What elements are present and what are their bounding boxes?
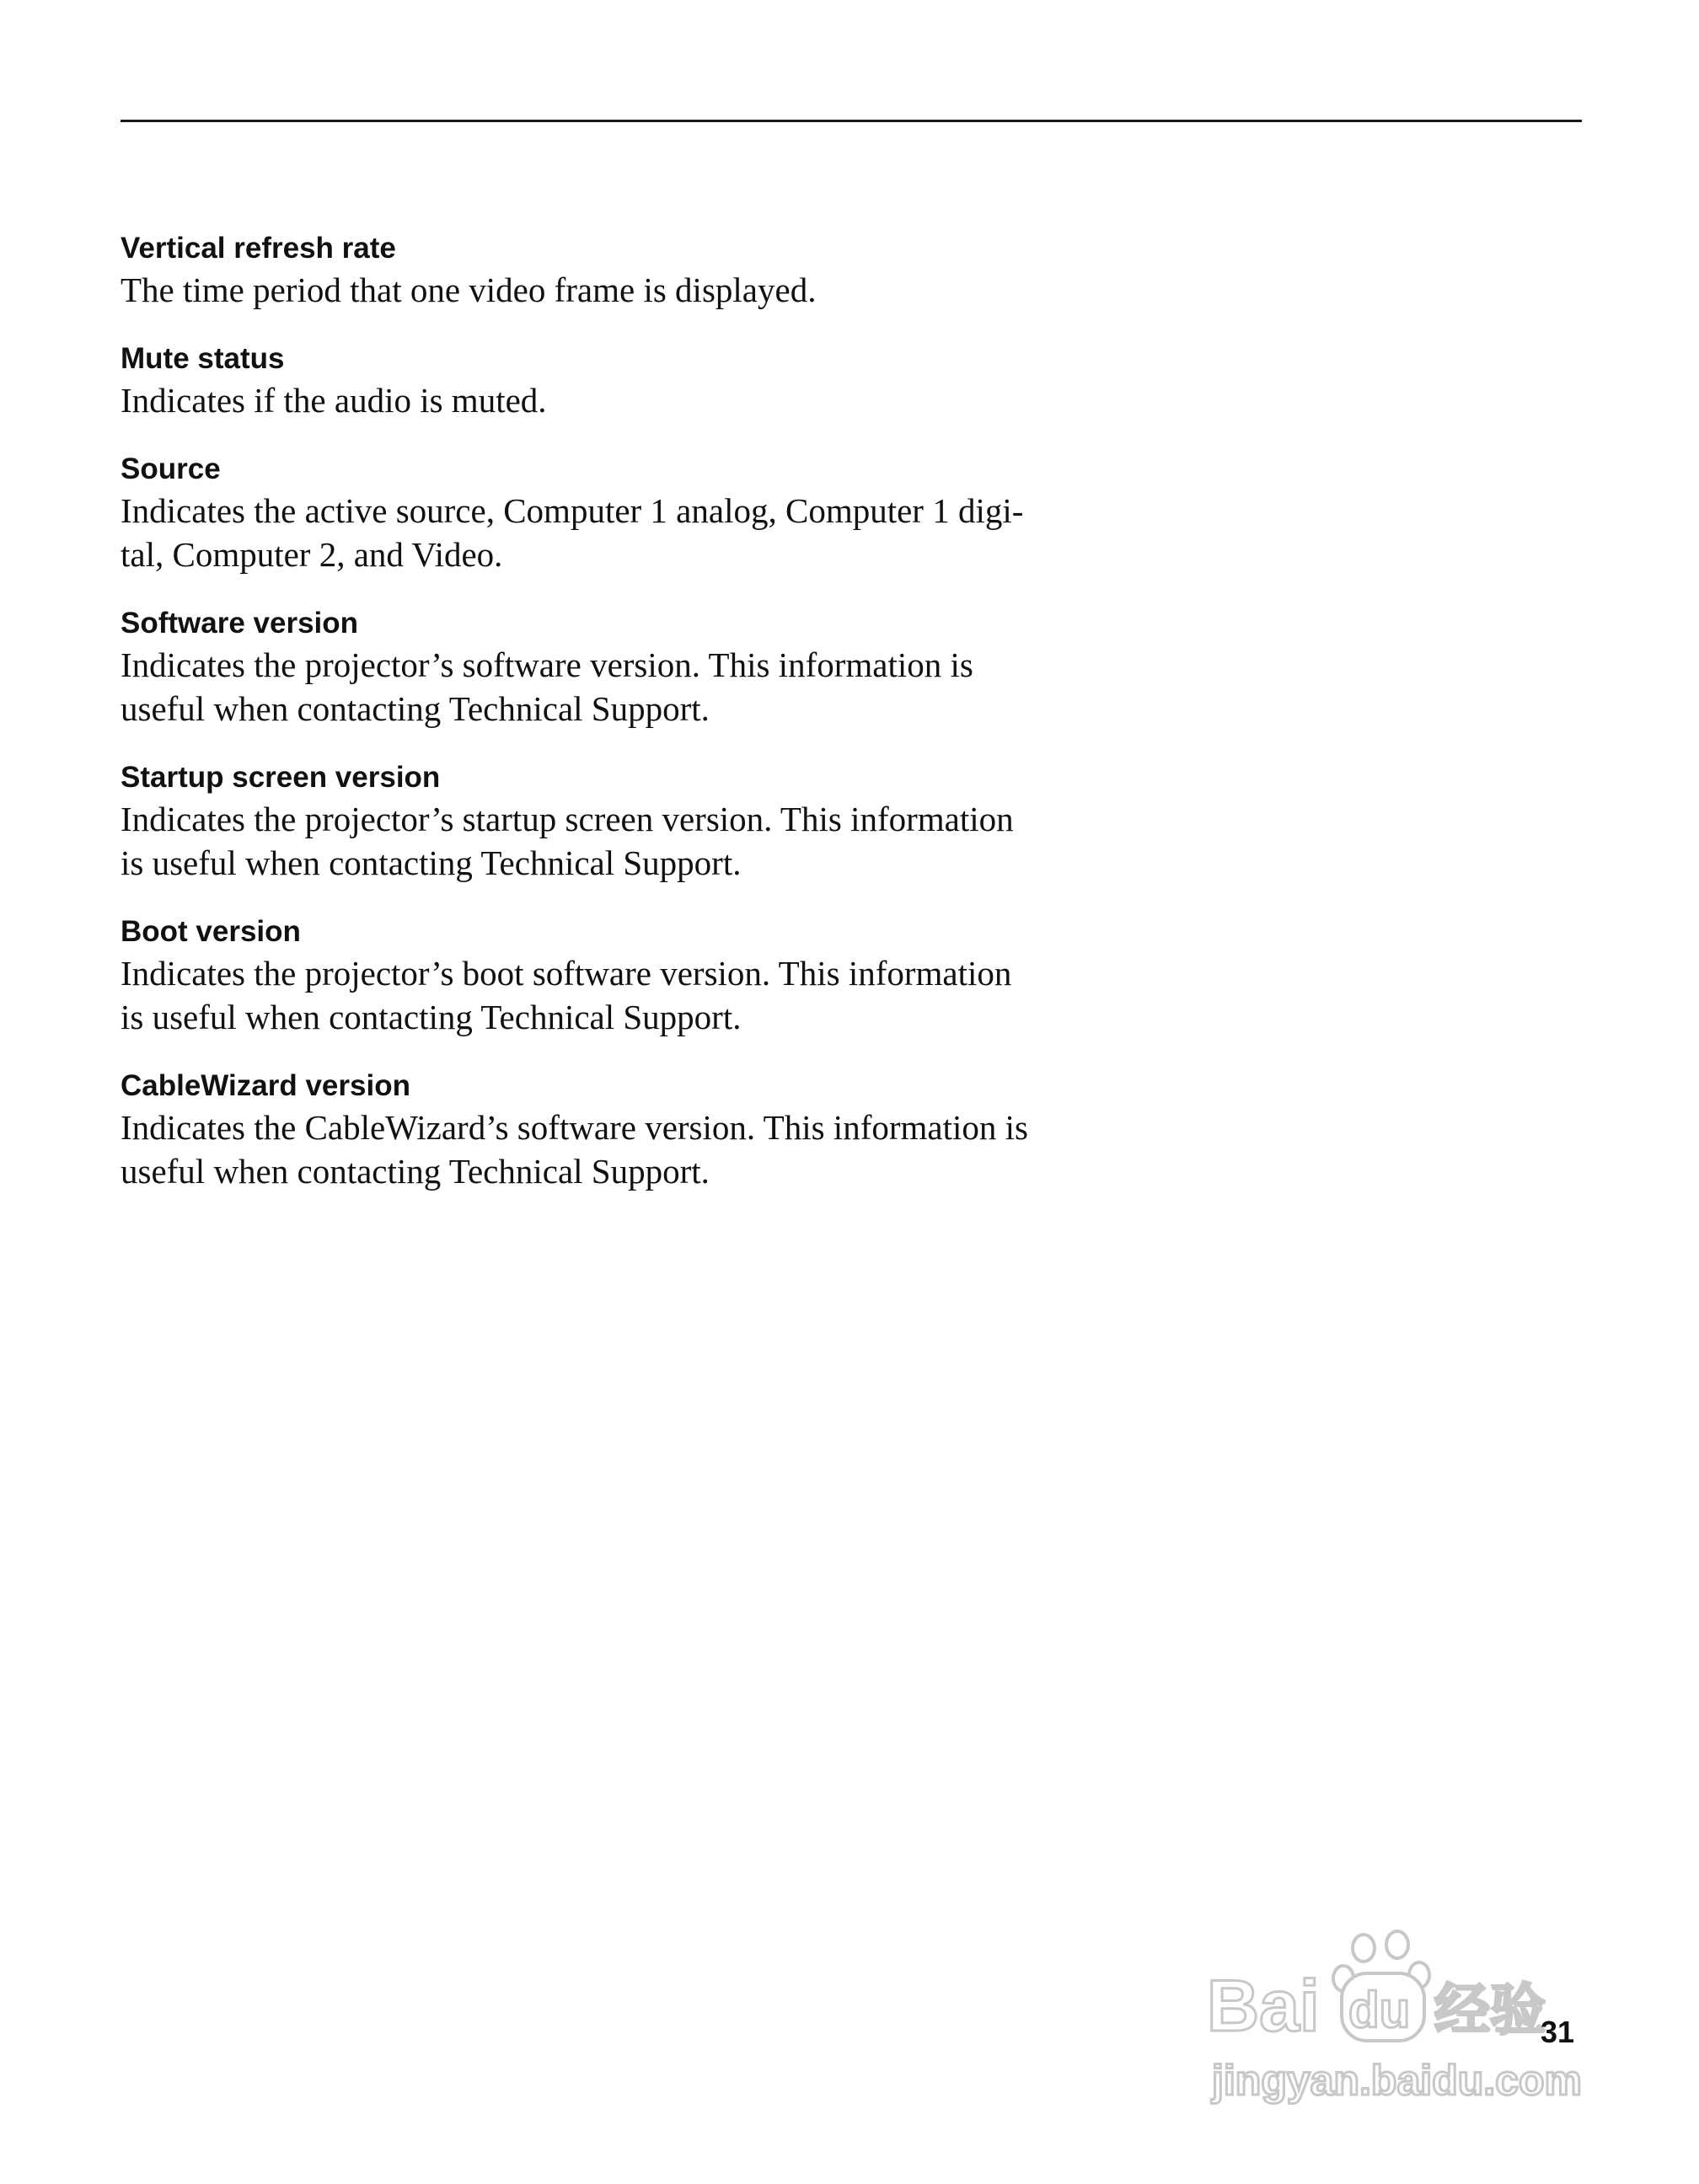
header-rule <box>121 120 1582 122</box>
description-line: Indicates the active source, Computer 1 analog, Computer 1 digi- <box>121 491 1024 530</box>
entry-cablewizard-version <box>121 1067 1115 1193</box>
svg-text:du: du <box>1348 1982 1411 2038</box>
entry-term: Boot version <box>121 915 301 948</box>
svg-text:jingyan.baidu.com: jingyan.baidu.com <box>1212 2057 1582 2104</box>
entry-term: Software version <box>121 607 359 640</box>
description-line: Indicates the CableWizard’s software version. This information is <box>121 1108 1028 1147</box>
entry-description <box>121 951 1115 1039</box>
entry-source <box>121 450 1115 576</box>
entry-term: Mute status <box>121 342 285 375</box>
entry-description <box>121 1105 1115 1193</box>
entry-boot-version <box>121 913 1115 1039</box>
description-line: Indicates if the audio is muted. <box>121 381 547 420</box>
entry-mute-status <box>121 340 1115 422</box>
description-line: The time period that one video frame is displayed. <box>121 270 817 309</box>
svg-text:经验: 经验 <box>1434 1978 1546 2042</box>
description-line: Indicates the projector’s startup screen version. This information <box>121 800 1014 838</box>
entry-description <box>121 797 1115 885</box>
entry-software-version <box>121 604 1115 731</box>
definition-list <box>121 229 1115 1221</box>
description-line: tal, Computer 2, and Video. <box>121 535 503 574</box>
description-line: is useful when contacting Technical Support. <box>121 843 742 882</box>
description-line: Indicates the projector’s boot software version. This information <box>121 954 1012 993</box>
entry-description <box>121 378 1115 422</box>
entry-vertical-refresh-rate <box>121 229 1115 312</box>
description-line: Indicates the projector’s software version. This information is <box>121 645 973 684</box>
entry-term: CableWizard version <box>121 1069 410 1102</box>
entry-description <box>121 643 1115 731</box>
description-line: useful when contacting Technical Support. <box>121 1152 710 1191</box>
description-line: useful when contacting Technical Support. <box>121 689 710 728</box>
description-line: is useful when contacting Technical Support. <box>121 998 742 1036</box>
entry-description <box>121 489 1115 576</box>
svg-text:Bai: Bai <box>1207 1966 1320 2047</box>
entry-startup-screen-version <box>121 758 1115 885</box>
entry-term: Vertical refresh rate <box>121 232 396 265</box>
entry-term: Source <box>121 452 221 485</box>
page-number: 31 <box>1541 2015 1575 2049</box>
entry-term: Startup screen version <box>121 761 441 794</box>
entry-description <box>121 268 1115 312</box>
